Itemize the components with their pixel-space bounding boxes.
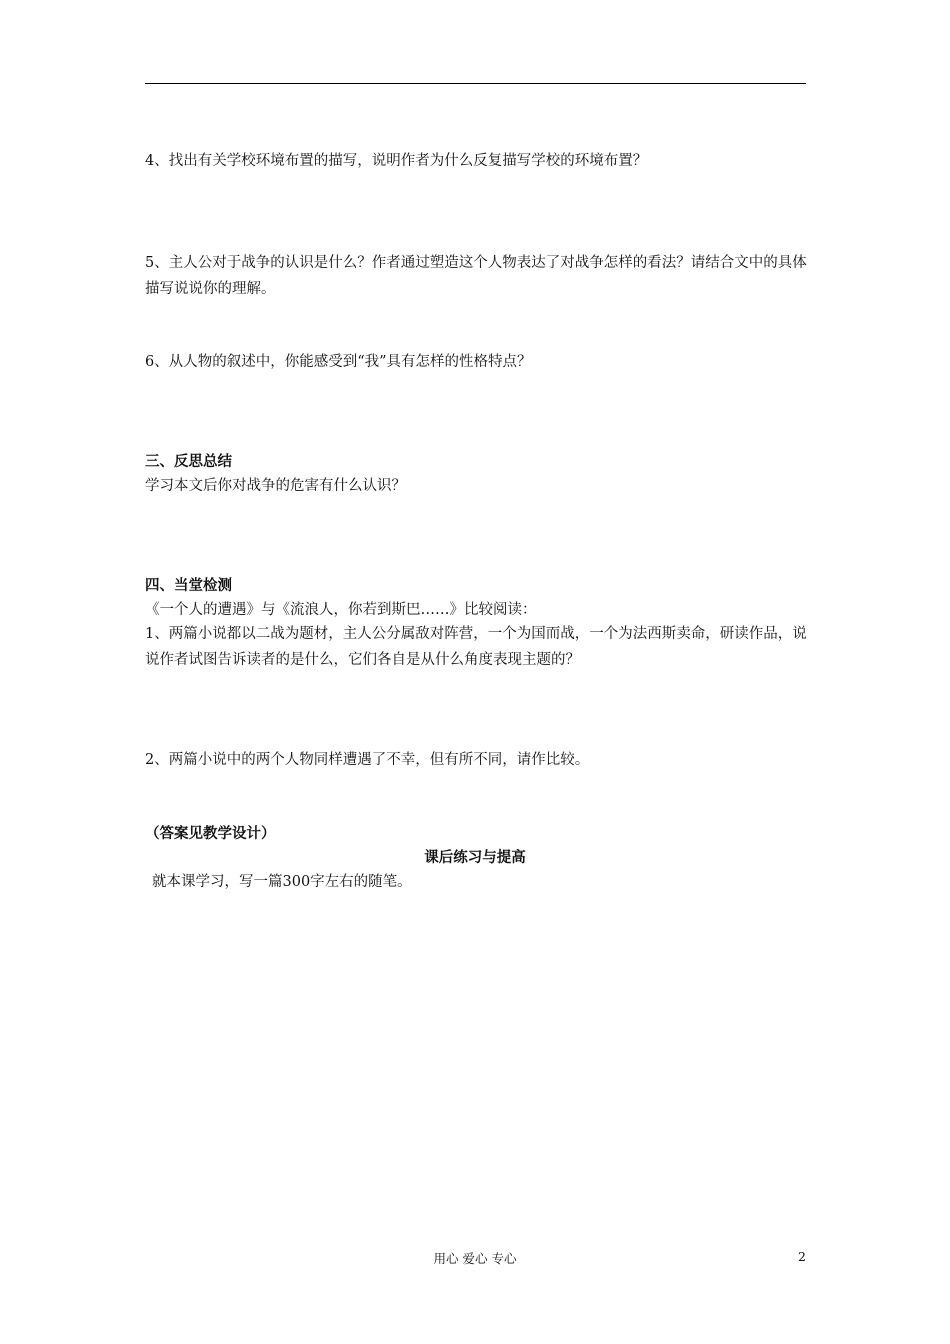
header-rule bbox=[145, 83, 806, 84]
question-6: 6、从人物的叙述中，你能感受到“我”具有怎样的性格特点？ bbox=[145, 354, 532, 370]
test-question-2: 2、两篇小说中的两个人物同样遭遇了不幸，但有所不同，请作比较。 bbox=[145, 752, 590, 768]
homework-task: 就本课学习，写一篇300字左右的随笔。 bbox=[152, 874, 412, 890]
section-4-heading: 四、当堂检测 bbox=[145, 578, 232, 594]
question-4: 4、找出有关学校环境布置的描写，说明作者为什么反复描写学校的环境布置？ bbox=[145, 153, 648, 169]
answer-note: （答案见教学设计） bbox=[145, 826, 276, 842]
section-3-prompt: 学习本文后你对战争的危害有什么认识？ bbox=[145, 478, 406, 494]
footer-motto: 用心 爱心 专心 bbox=[433, 1251, 517, 1266]
question-5: 5、主人公对于战争的认识是什么？作者通过塑造这个人物表达了对战争怎样的看法？请结合文中的具体描写说说你的理解。 bbox=[145, 255, 807, 297]
homework-title: 课后练习与提高 bbox=[424, 850, 526, 866]
section-3-heading: 三、反思总结 bbox=[145, 454, 232, 470]
page-number: 2 bbox=[798, 1249, 806, 1264]
test-question-1: 1、两篇小说都以二战为题材，主人公分属敌对阵营，一个为国而战，一个为法西斯卖命，研读作品，说说作者试图告诉读者的是什么，它们各自是从什么角度表现主题的？ bbox=[145, 626, 807, 668]
comparison-intro: 《一个人的遭遇》与《流浪人，你若到斯巴……》比较阅读： bbox=[145, 602, 537, 618]
